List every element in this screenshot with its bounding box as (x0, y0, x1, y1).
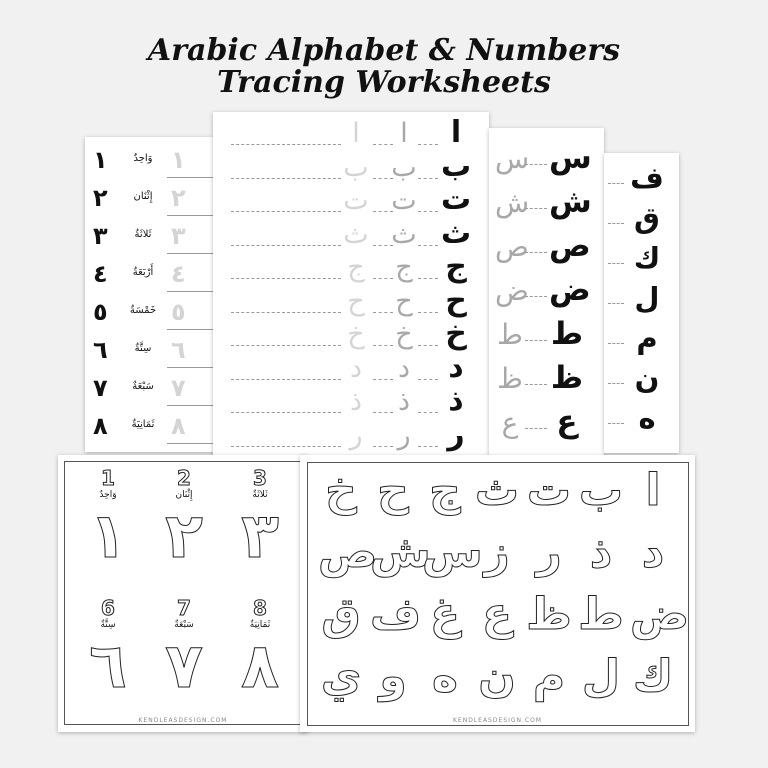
title-line-1: Arabic Alphabet & Numbers (147, 33, 621, 68)
number-word: أَرْبَعَةٌ (132, 267, 154, 278)
letter-trace-grey: ح (395, 285, 413, 317)
letter-model: د (448, 349, 464, 385)
letter-trace-light: ا (352, 118, 360, 149)
number-outline-small: 8 (253, 596, 267, 620)
number-outline-large: ٢ (165, 499, 203, 572)
alphabet-outline-sheet (300, 455, 695, 732)
number-word: إِثْنَان (133, 191, 153, 202)
guide-line (373, 144, 393, 145)
guide-line (418, 379, 438, 380)
letter-outline: س (422, 527, 483, 578)
letter-trace-grey: ب (391, 151, 417, 183)
number-digit: ٧ (93, 374, 108, 402)
letter-model: ت (441, 182, 472, 217)
letter-outline: خ (325, 465, 357, 516)
letter-outline: ي (320, 651, 362, 702)
letter-model: ب (441, 148, 472, 184)
letter-trace-grey: ع (501, 406, 519, 439)
guide-line (373, 312, 393, 313)
guide-line (525, 252, 547, 253)
guide-line (231, 312, 341, 313)
guide-line (231, 379, 341, 380)
letter-outline: ع (481, 589, 513, 640)
guide-line (418, 144, 438, 145)
number-outline-small: 6 (101, 596, 115, 620)
letter-outline: ف (370, 589, 422, 640)
letter-model: ح (445, 282, 467, 318)
number-outline-large: ٦ (89, 629, 127, 702)
letter-outline: ر (536, 527, 562, 578)
number-trace: ٨ (171, 412, 186, 440)
number-trace: ٧ (171, 374, 186, 402)
guide-line (231, 178, 341, 179)
letter-model: ه (638, 401, 656, 435)
letter-trace-light: ج (347, 252, 365, 283)
letter-model: ذ (448, 383, 464, 418)
letter-trace-grey: ظ (497, 362, 523, 395)
letter-outline: ص (318, 527, 378, 578)
letter-model: ك (633, 241, 661, 275)
guide-line (525, 164, 547, 165)
number-outline-small: 7 (177, 596, 191, 620)
letter-outline: د (641, 527, 665, 578)
guide-line (231, 211, 341, 212)
letter-outline: ب (578, 465, 624, 516)
number-digit: ٣ (93, 222, 108, 250)
letter-model: ل (634, 281, 660, 315)
letter-model: م (636, 321, 658, 355)
letter-trace-grey: ش (495, 186, 530, 219)
number-outline-small: 3 (253, 466, 267, 490)
letter-outline: ا (645, 465, 661, 516)
letter-model: ش (549, 184, 592, 220)
letters-sheet-fa-ha (604, 153, 679, 453)
number-trace: ٥ (171, 298, 186, 326)
guide-line (231, 144, 341, 145)
guide-line (608, 423, 624, 424)
letter-trace-grey: ذ (397, 386, 411, 417)
letter-outline: م (532, 651, 566, 702)
guide-line (373, 178, 393, 179)
letter-outline: ن (478, 651, 516, 702)
number-trace: ٣ (171, 222, 186, 250)
letter-trace-grey: ط (497, 318, 523, 351)
number-outline-large: ١ (89, 499, 127, 572)
letter-trace-light: ث (343, 218, 369, 250)
guide-line (373, 245, 393, 246)
number-word: ثَلاثَةٌ (252, 490, 268, 500)
number-digit: ٦ (93, 336, 108, 364)
guide-line (418, 278, 438, 279)
guide-line (608, 223, 624, 224)
letter-outline: ك (632, 651, 674, 702)
letter-outline: و (379, 651, 407, 702)
numbers-tracing-sheet (85, 137, 225, 452)
number-digit: ٨ (93, 412, 108, 440)
number-trace: ٢ (171, 184, 186, 212)
number-word: سِتَّةٌ (100, 620, 116, 630)
letter-outline: ه (432, 651, 458, 702)
letter-trace-grey: س (495, 142, 530, 175)
letter-trace-light: ح (347, 285, 365, 317)
letter-trace-grey: ج (395, 252, 413, 283)
letter-trace-light: ر (349, 419, 363, 451)
letter-outline: غ (429, 589, 461, 640)
letter-model: ر (447, 416, 465, 452)
letter-model: ع (556, 404, 578, 440)
letter-model: ق (634, 201, 660, 235)
guide-line (525, 384, 547, 385)
letters-sheet-sin-ayn (489, 128, 604, 456)
letter-trace-grey: د (397, 352, 411, 384)
letter-trace-grey: ث (391, 218, 417, 250)
guide-line (608, 303, 624, 304)
letter-trace-light: خ (347, 319, 365, 350)
letter-trace-light: د (349, 352, 363, 384)
guide-line (525, 296, 547, 297)
guide-line (608, 183, 624, 184)
number-outline-small: 1 (101, 466, 115, 490)
letter-model: ج (445, 249, 467, 284)
letter-trace-grey: ا (400, 118, 408, 149)
letter-model: خ (445, 316, 467, 351)
letter-model: ط (550, 316, 584, 352)
letter-outline: ح (377, 465, 409, 516)
letter-model: ظ (550, 360, 584, 396)
guide-line (525, 340, 547, 341)
letter-trace-light: ت (343, 185, 369, 216)
letter-model: ا (450, 115, 462, 150)
guide-line (418, 312, 438, 313)
number-digit: ٥ (93, 298, 108, 326)
letter-outline: ق (321, 589, 361, 640)
guide-line (231, 345, 341, 346)
guide-line (525, 208, 547, 209)
guide-line (608, 383, 624, 384)
letter-outline: ذ (589, 527, 613, 578)
letters-sheet-alif-ra (213, 112, 489, 457)
number-outline-large: ٧ (165, 629, 203, 702)
letter-trace-grey: ض (495, 274, 529, 307)
number-word: وَاحِدٌ (133, 153, 153, 164)
number-trace: ١ (171, 146, 186, 174)
letter-outline: ج (429, 465, 461, 516)
guide-line (608, 263, 624, 264)
letter-trace-grey: ص (495, 230, 529, 263)
number-digit: ٢ (93, 184, 108, 212)
letter-outline: ش (370, 527, 431, 578)
letter-outline: ل (581, 651, 621, 702)
letter-outline: ت (526, 465, 572, 516)
number-digit: ٤ (93, 260, 108, 288)
letter-model: س (549, 140, 592, 176)
guide-line (373, 211, 393, 212)
letter-outline: ط (578, 589, 624, 640)
number-word: خَمْسَةٌ (129, 305, 157, 316)
number-word: ثَمَانِيَةٌ (131, 419, 155, 430)
number-word: إِثْنَان (175, 490, 193, 500)
guide-line (231, 446, 341, 447)
sheet-footer: KENDLEASDESIGN.COM (452, 717, 542, 724)
guide-line (418, 412, 438, 413)
letter-trace-light: ذ (349, 386, 363, 417)
guide-line (373, 412, 393, 413)
guide-line (525, 428, 547, 429)
number-word: ثَلاثَةٌ (134, 229, 152, 240)
guide-line (418, 178, 438, 179)
number-trace: ٦ (171, 336, 186, 364)
letter-outline: ز (484, 527, 510, 578)
letter-trace-grey: ر (397, 419, 411, 451)
letter-trace-light: ب (343, 151, 369, 183)
letter-outline: ث (474, 465, 520, 516)
letter-outline: ض (630, 589, 690, 640)
guide-line (418, 245, 438, 246)
letter-model: ث (441, 215, 472, 251)
guide-line (231, 412, 341, 413)
letter-model: ص (549, 228, 591, 264)
letter-trace-grey: ت (391, 185, 417, 216)
letter-trace-grey: خ (395, 319, 413, 350)
guide-line (373, 379, 393, 380)
number-word: وَاحِدٌ (99, 490, 117, 500)
guide-line (418, 345, 438, 346)
guide-line (418, 211, 438, 212)
letter-model: ض (549, 272, 591, 308)
number-word: سَبْعَةٌ (132, 381, 154, 392)
guide-line (373, 446, 393, 447)
number-outline-large: ٨ (241, 629, 279, 702)
guide-line (231, 278, 341, 279)
number-word: سَبْعَةٌ (174, 620, 194, 630)
title-line-2: Tracing Worksheets (217, 65, 551, 100)
guide-line (373, 278, 393, 279)
number-trace: ٤ (171, 260, 186, 288)
number-word: ثَمَانِيَةٌ (249, 620, 271, 630)
guide-line (231, 245, 341, 246)
letter-outline: ظ (526, 589, 572, 640)
number-digit: ١ (93, 146, 108, 174)
number-outline-small: 2 (177, 466, 191, 490)
guide-line (373, 345, 393, 346)
number-outline-large: ٣ (241, 499, 279, 572)
letter-model: ن (634, 361, 660, 395)
guide-line (418, 446, 438, 447)
letter-model: ف (630, 161, 664, 195)
guide-line (608, 343, 624, 344)
big-numbers-sheet (58, 455, 308, 732)
number-word: سِتَّةٌ (134, 343, 152, 354)
sheet-footer: KENDLEASDESIGN.COM (138, 717, 228, 724)
